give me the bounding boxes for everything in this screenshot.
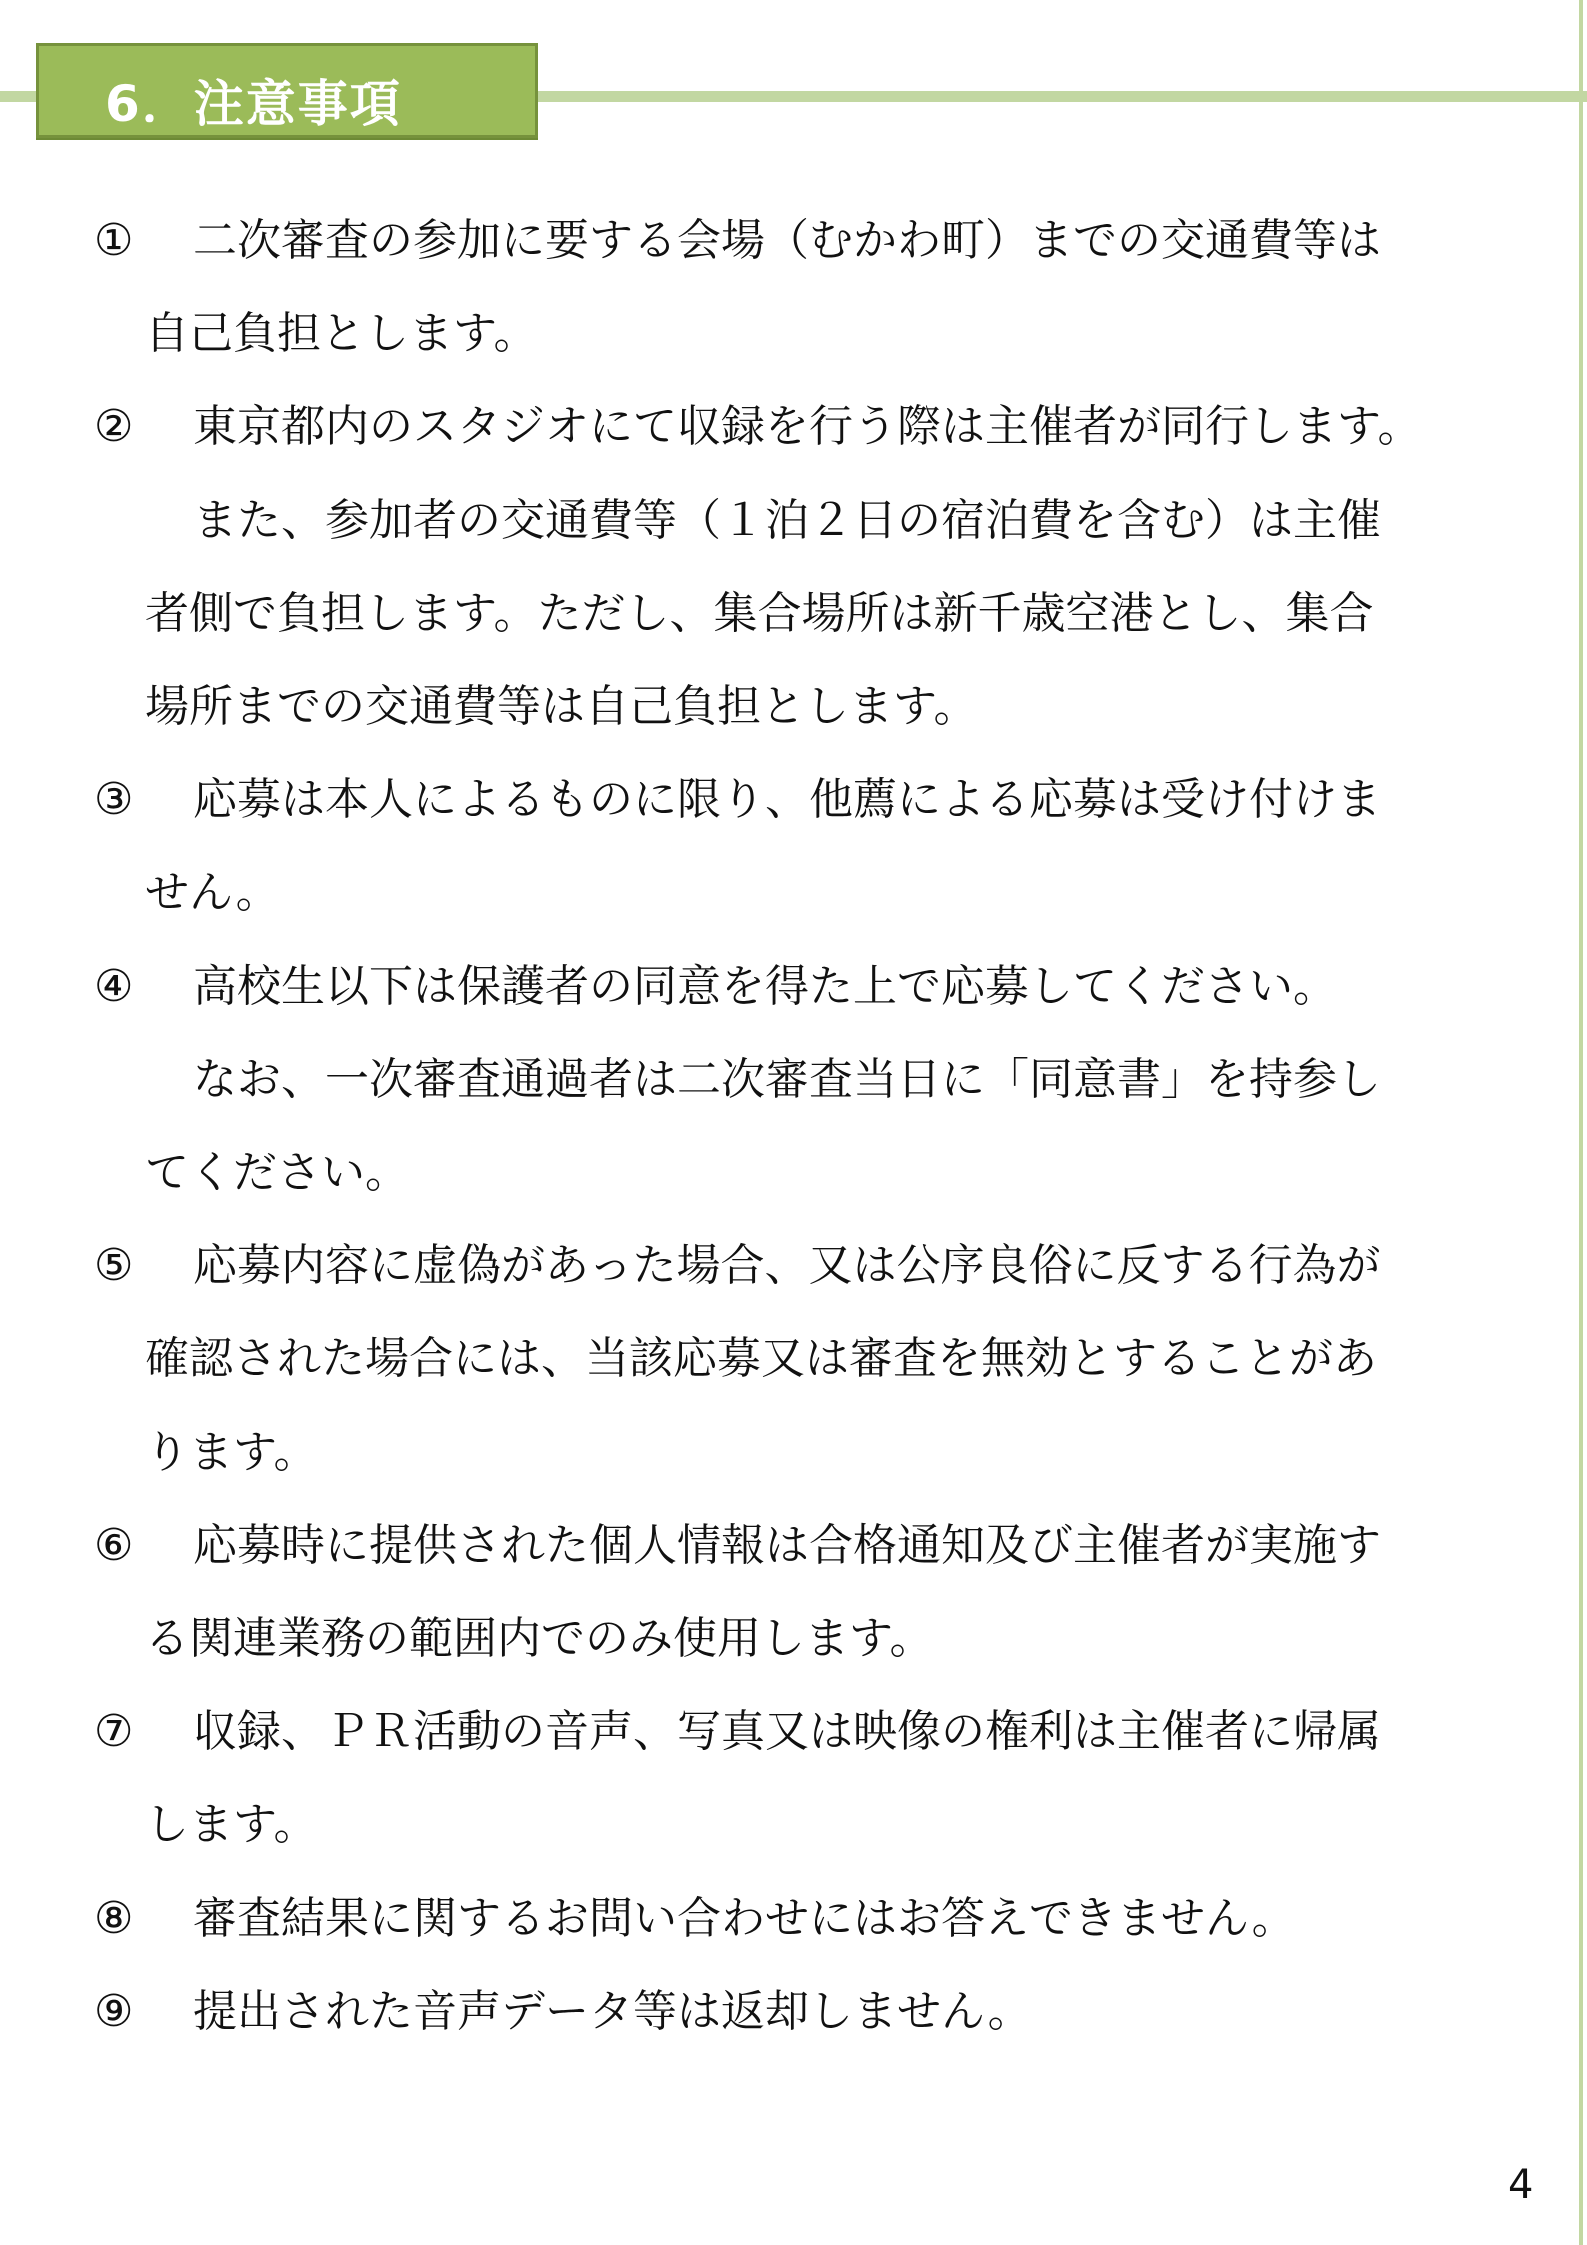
notice-line: 審査結果に関するお問い合わせにはお答えできません。: [193, 1892, 1296, 1944]
notice-line: 収録、ＰＲ活動の音声、写真又は映像の権利は主催者に帰属: [193, 1706, 1381, 1758]
item-number: ③: [94, 774, 134, 826]
notice-line: 高校生以下は保護者の同意を得た上で応募してください。: [193, 960, 1337, 1012]
section-header: [36, 43, 538, 138]
notice-line: 確認された場合には、当該応募又は審査を無効とすることがあ: [145, 1333, 1377, 1385]
item-number: ①: [94, 215, 134, 266]
notice-line: 提出された音声データ等は返却しません。: [193, 1985, 1032, 2037]
item-number: ⑤: [94, 1240, 134, 1292]
item-number: ⑦: [94, 1706, 134, 1758]
item-number: ⑥: [94, 1519, 134, 1571]
notice-line: 二次審査の参加に要する会場（むかわ町）までの交通費等は: [193, 215, 1381, 266]
item-number: ④: [94, 960, 134, 1012]
item-number: ⑧: [94, 1892, 134, 1944]
notice-line: てください。: [145, 1147, 409, 1198]
notice-line: る関連業務の範囲内でのみ使用します。: [145, 1613, 934, 1664]
item-number: ②: [94, 401, 134, 453]
notice-line: 応募は本人によるものに限り、他薦による応募は受け付けま: [193, 774, 1381, 826]
notice-line: なお、一次審査通過者は二次審査当日に「同意書」を持参し: [193, 1053, 1381, 1105]
page-number: 4: [1508, 2162, 1534, 2208]
notice-line: 応募内容に虚偽があった場合、又は公序良俗に反する行為が: [193, 1240, 1381, 1292]
notice-line: 東京都内のスタジオにて収録を行う際は主催者が同行します。: [193, 401, 1422, 453]
section-title: 6．注意事項: [105, 75, 402, 133]
notice-line: また、参加者の交通費等（１泊２日の宿泊費を含む）は主催: [193, 494, 1381, 546]
notice-line: ります。: [145, 1426, 318, 1478]
notice-line: 場所までの交通費等は自己負担とします。: [145, 681, 978, 732]
notice-line: せん。: [145, 867, 280, 919]
notice-line: 応募時に提供された個人情報は合格通知及び主催者が実施す: [193, 1519, 1381, 1571]
notice-line: します。: [145, 1799, 318, 1851]
notice-line: 自己負担とします。: [145, 308, 538, 360]
item-number: ⑨: [94, 1985, 134, 2037]
notice-line: 者側で負担します。ただし、集合場所は新千歳空港とし、集合: [145, 587, 1374, 639]
page-edge-rule: [1579, 0, 1583, 2245]
